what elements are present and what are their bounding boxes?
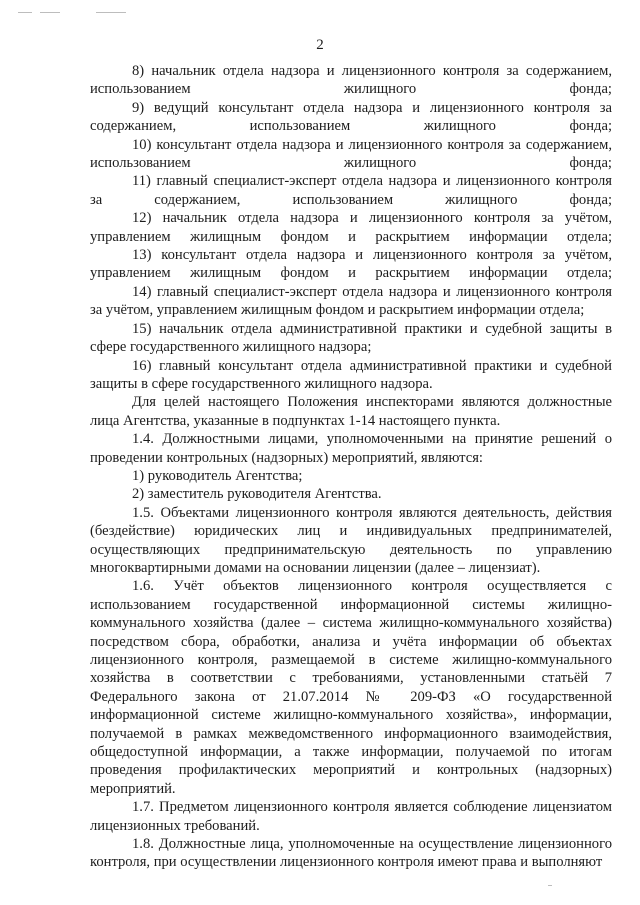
page-number: 2 (316, 37, 324, 53)
list-item-9: 9) ведущий консультант отдела надзора и лицензионного контроля за содержанием, использованием жилищного фонда; (90, 99, 612, 135)
list-item-8: 8) начальник отдела надзора и лицензионного контроля за содержанием, использованием жилищного фонда; (90, 63, 612, 98)
list-item-15: 15) начальник отдела административной практики и судебной защиты в сфере государственного жилищного надзора; (90, 320, 612, 356)
list-item-14: 14) главный специалист-эксперт отдела надзора и лицензионного контроля за учётом, управлением жилищным фондом и раскрытием информации отдела; (90, 283, 612, 319)
clause-1-7: 1.7. Предметом лицензионного контроля является соблюдение лицензиатом лицензионных требований. (90, 799, 612, 834)
list-item-10: 10) консультант отдела надзора и лицензионного контроля за содержанием, использованием жилищного фонда; (90, 136, 612, 172)
list-item-11: 11) главный специалист-эксперт отдела надзора и лицензионного контроля за содержанием, использованием жилищного фонда; (90, 173, 612, 208)
list-item-12: 12) начальник отдела надзора и лицензионного контроля за учётом, управлением жилищным фондом и раскрытием информации отдела; (90, 210, 612, 245)
clause-1-5: 1.5. Объектами лицензионного контроля являются деятельность, действия (бездействие) юридических лиц и индивидуальных предпринимателей, осуществляющих предпринимательскую деятельность по управлению многоквартирными домами на основании лицензии (далее – лицензиат). (90, 504, 612, 576)
scan-artifact-mark (548, 885, 552, 886)
document-body (90, 62, 612, 872)
clause-1-8: 1.8. Должностные лица, уполномоченные на осуществление лицензионного контроля, при осуществлении лицензионного контроля имеют права и выполняют (90, 836, 612, 871)
scan-artifact-mark (40, 12, 60, 13)
clause-1-4: 1.4. Должностными лицами, уполномоченными на принятие решений о проведении контрольных (надзорных) мероприятий, являются: (90, 431, 612, 466)
list-item-16: 16) главный консультант отдела административной практики и судебной защиты в сфере государственного жилищного надзора. (90, 357, 612, 392)
inspectors-paragraph: Для целей настоящего Положения инспекторами являются должностные лица Агентства, указанные в подпунктах 1-14 настоящего пункта. (90, 394, 612, 429)
scan-artifact-mark (96, 12, 126, 13)
list-item-13: 13) консультант отдела надзора и лицензионного контроля за учётом, управлением жилищным фондом и раскрытием информации отдела; (90, 247, 612, 282)
clause-1-4-item-1: 1) руководитель Агентства; (132, 467, 303, 484)
clause-1-6: 1.6. Учёт объектов лицензионного контроля осуществляется с использованием государственной информационной системы жилищно-коммунального хозяйства (далее – система жилищно-коммунального хозяйства) посредством сбора, обработки, анализа и учёта информации об объектах лицензионного контроля, размещаемой в системе жилищно-коммунального хозяйства в соответствии с требованиями, установленными статьёй 7 Федерального закона от 21.07.2014 № 209-ФЗ «О государственной информационной системе жилищно-коммунального хозяйства», информации, получаемой в рамках межведомственного информационного взаимодействия, общедоступной информации, а также информации, получаемой по итогам проведения профилактических мероприятий и контрольных (надзорных) мероприятий. (90, 578, 612, 797)
scan-artifact-mark (18, 12, 32, 13)
clause-1-4-item-2: 2) заместитель руководителя Агентства. (132, 486, 382, 503)
